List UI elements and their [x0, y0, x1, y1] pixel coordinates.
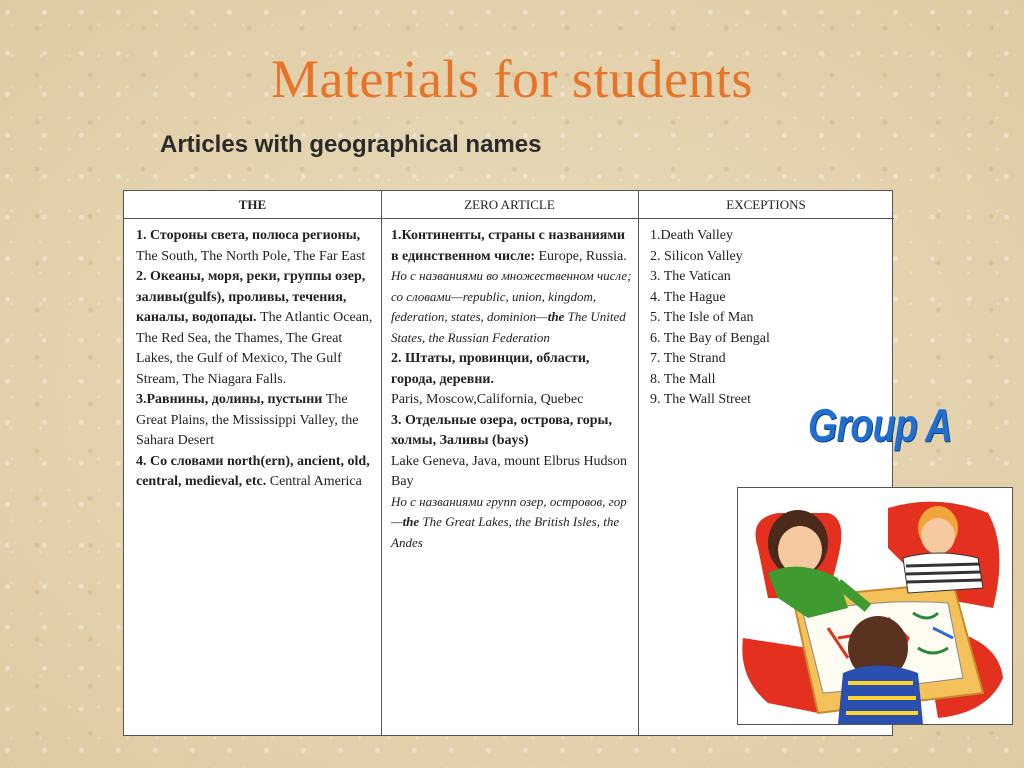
list-item: 6. The Bay of Bengal	[650, 330, 770, 346]
column-the	[124, 219, 382, 735]
list-item: 9. The Wall Street	[650, 392, 752, 407]
example-text: Europe, Russia.	[534, 248, 627, 264]
children-drawing-image	[738, 488, 1012, 724]
example-text: The South, The North Pole, The Far East	[136, 248, 366, 264]
zero-rules	[391, 226, 632, 554]
rule-text: 1.Континенты, страны с названиями в единственном числе:	[391, 228, 625, 264]
note-text: Но с названиями во множественном числе; со словами—republic, union, kingdom, federation, states, dominion—the The United States, the Russian Federation	[391, 268, 632, 345]
students-illustration	[737, 487, 1013, 725]
example-text: The Atlantic Ocean, The Red Sea, the Thames, The Great Lakes, the Gulf of Mexico, The Gulf Stream, The Niagara Falls.	[136, 310, 373, 387]
list-item: 8. The Mall	[650, 371, 716, 387]
exceptions-list	[650, 226, 888, 411]
rule-text: 3. Отдельные озера, острова, горы, холмы, Заливы (bays)	[391, 412, 612, 448]
list-item: 1.Death Valley	[650, 228, 733, 243]
list-item: 4. The Hague	[650, 289, 726, 305]
rule-text: 2. Штаты, провинции, области, города, деревни.	[391, 351, 590, 387]
example-text: Lake Geneva, Java, mount Elbrus Hudson Bay	[391, 453, 627, 489]
rule-text: 2. Океаны, моря, реки, группы озер, заливы(gulfs), проливы, течения, каналы, водопады.	[136, 269, 366, 325]
header-exceptions: EXCEPTIONS	[638, 191, 894, 219]
example-text: Paris, Moscow,California, Quebec	[391, 392, 584, 407]
list-item: 2. Silicon Valley	[650, 248, 743, 264]
list-item: 3. The Vatican	[650, 269, 731, 284]
group-label: Group A	[808, 399, 952, 451]
note-text: Но с названиями групп озер, островов, гор—the The Great Lakes, the British Isles, the Andes	[391, 493, 627, 550]
column-zero-article	[381, 219, 639, 735]
rule-text: 3.Равнины, долины, пустыни	[136, 392, 323, 407]
page-title: Materials for students	[271, 49, 753, 109]
header-the: THE	[124, 191, 382, 219]
example-text: The Great Plains, the Mississippi Valley, the Sahara Desert	[136, 392, 359, 448]
example-text: Central America	[266, 474, 362, 489]
rule-text: 1. Стороны света, полюса регионы,	[136, 228, 361, 243]
list-item: 7. The Strand	[650, 351, 726, 366]
header-zero-article: ZERO ARTICLE	[381, 191, 639, 219]
list-item: 5. The Isle of Man	[650, 310, 754, 325]
rule-text: 4. Со словами north(ern), ancient, old, central, medieval, etc.	[136, 453, 370, 489]
page-subtitle: Articles with geographical names	[160, 131, 542, 158]
the-rules	[136, 226, 375, 493]
